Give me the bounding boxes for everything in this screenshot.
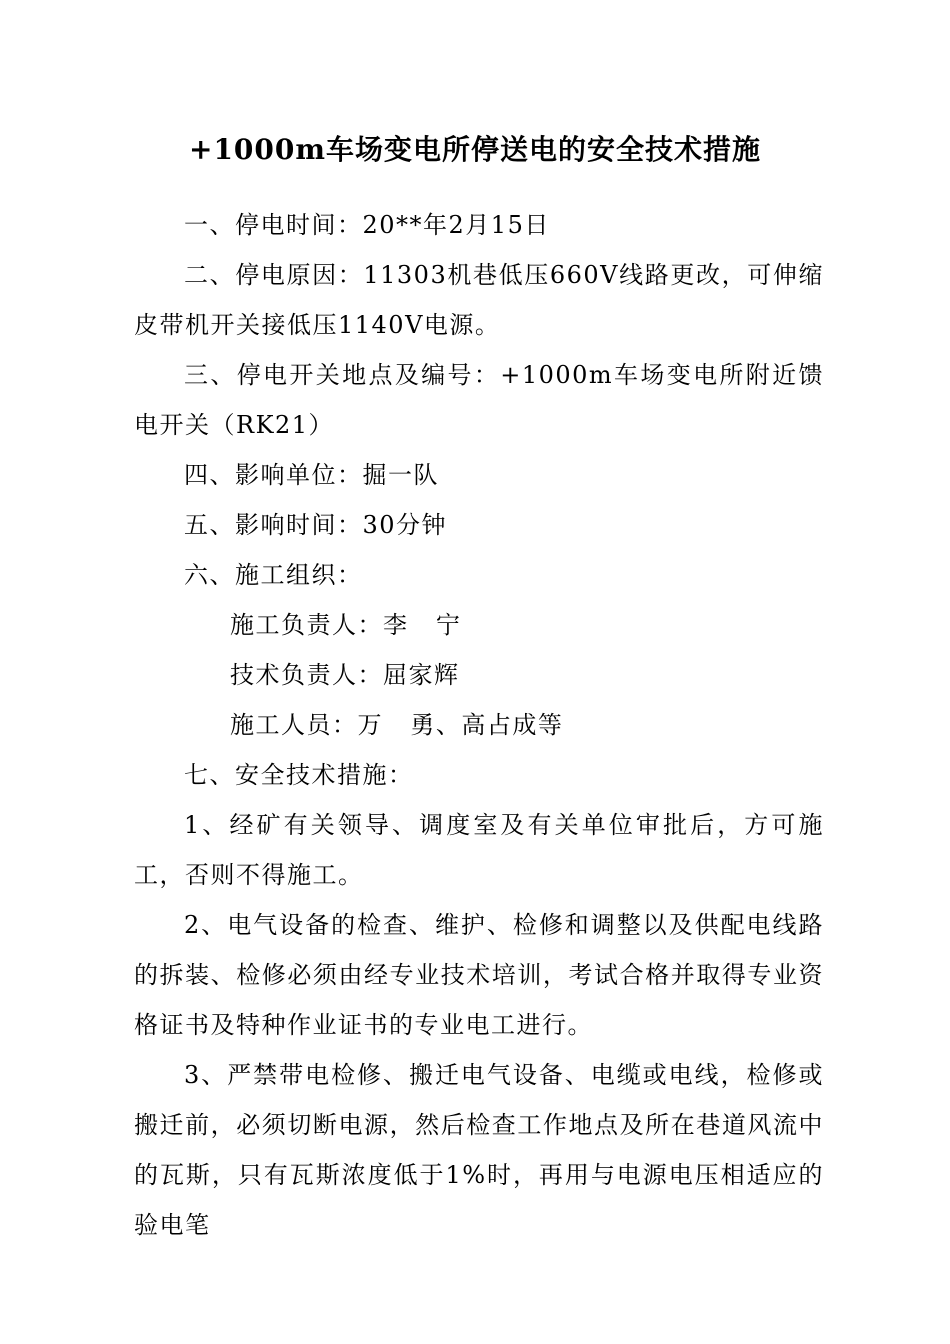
construction-leader: 施工负责人：李 宁	[230, 611, 462, 639]
measure-item: 3、严禁带电检修、搬迁电气设备、电缆或电线，检修或搬迁前，必须切断电源，然后检查工作地点及所在巷道风流中的瓦斯，只有瓦斯浓度低于1%时，再用与电源电压相适应的验电笔	[134, 1061, 824, 1239]
construction-staff: 施工人员：万 勇、高占成等	[230, 711, 564, 739]
measure-item: 1、经矿有关领导、调度室及有关单位审批后，方可施工，否则不得施工。	[134, 811, 824, 889]
section-affected-unit: 四、影响单位：掘一队	[184, 461, 439, 489]
section-outage-reason: 二、停电原因：11303机巷低压660V线路更改，可伸缩皮带机开关接低压1140V电源。	[134, 261, 824, 339]
section-switch-location: 三、停电开关地点及编号：+1000m车场变电所附近馈电开关（RK21）	[134, 361, 824, 439]
document-body	[134, 200, 824, 1250]
section-affected-duration: 五、影响时间：30分钟	[184, 511, 448, 539]
section-outage-time: 一、停电时间：20**年2月15日	[184, 211, 550, 239]
measure-item: 2、电气设备的检查、维护、检修和调整以及供配电线路的拆装、检修必须由经专业技术培训，考试合格并取得专业资格证书及特种作业证书的专业电工进行。	[134, 911, 824, 1039]
technical-leader: 技术负责人：屈家辉	[230, 661, 460, 689]
section-safety-measures: 七、安全技术措施：	[184, 761, 414, 789]
section-construction-org: 六、施工组织：	[184, 561, 363, 589]
document-title: +1000m车场变电所停送电的安全技术措施	[188, 133, 762, 166]
